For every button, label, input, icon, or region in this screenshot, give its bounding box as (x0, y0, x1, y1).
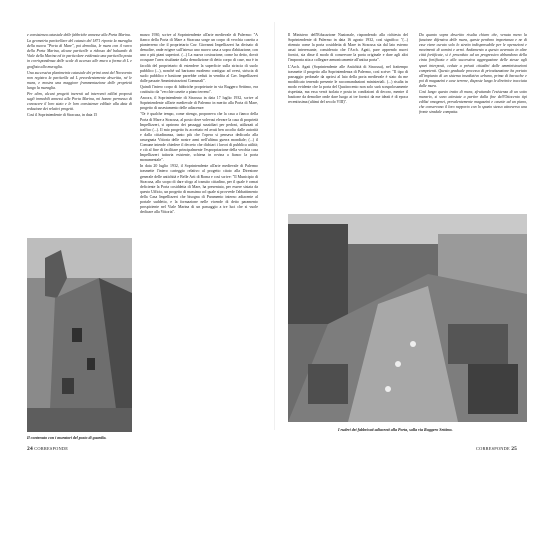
right-page-column-1 (288, 33, 408, 106)
paragraph: Per altro, alcuni progetti inerenti ad interventi edilizi proposti sugli immobili annessi alla Porta Marina, mi hanno permesso di conoscere il loro stato e le loro consistenze edilizie alla data di redazione dei relativi progetti. (27, 92, 132, 112)
right-page-footer (476, 446, 517, 452)
right-page-column-2 (419, 33, 527, 117)
paragraph: Così lungo questo tratto di mura, sfruttando l'esistenza di un sotto murario, si sono attestate a partire dalla fine dell'Ottocento tipi edilizi omogenei, prevalentemente magazzini e casette ad un piano, che conservano il loro rapporto con lo spazio stesso attraverso una fronte stradale compatta. (419, 90, 527, 115)
left-page-number: 24 (27, 446, 33, 452)
paragraph: "Or è qualche tempo, come ritengo, proponeva che la casa a fianco della Porta di Mare a Siracusa, al posto dove volevasi elevare la casa di proprietà Impellizzeri, si aprirono dei passaggi sussidiari per pedoni, utilizzati al traffico (...). Il mio progetto fu accettato ed avuti ben accolto dalle autorità e dalla cittadinanza, tanto più che l'opera si pensava dedicarla alla rassegnata Vittoria delle nostre armi nell'ultima guerra mondiale; (...) il Comune intende chiedere il decreto che dichiari i lavori di pubblica utilità; e ciò al fine di facilitare principalmente l'espropriazione della vecchia casa Impellizzeri tuttavia esistente, schiena in rovina a fianco la porta monumentale". (140, 112, 258, 163)
right-page-number: 25 (511, 446, 518, 452)
paragraph: Ancora, il Soprintendente di Siracusa in data 17 luglio 1932, scrive al Soprintendente all'arte medievale di Palermo in merito alla Porta di Mare, progetto di assestamento delle adiacenze: (140, 96, 258, 111)
left-photo-caption: Il contenuto con i muratori del posto di guardia. (27, 435, 107, 440)
left-page-column-1 (27, 33, 132, 120)
paragraph: e consistenza catastale delle fabbriche annesse alla Porta Marina. (27, 33, 131, 37)
paragraph: marzo 1930, scrive al Soprintendente all'arte medievale di Palermo: "A fianco della Porta di Mare a Siracusa sorge un corpo di vecchia casetta a pianterreno che il proprietario Cav. Giovanni Impellizzeri ha divisato di demolire, onde erigere sull'istesso uno nuovo casa a sopra d'abitazione, con uno o più piani superiori. (...) La nuova costruzione, come ha detto, dovrà occupare l'area risultante dalla demolizione di detto corpo di case, ma è in facoltà del proprietario di estendere la superficie sulla striscia di suolo pubblico (...), nonché sul baricano moderno contiguo ad ovest, striscia di suolo pubblico e bastione parrebbe ceduti in vendita al Cav. Impellizzeri dalle passate Amministrazioni Comunali". (140, 33, 258, 83)
paragraph: La geometria particellare del catasto del 1871 riporta la muraglia della nuova "Porta di Mare", poi demolita, le mura con il varco della Porta Marina, alcune particelle a ridosso del baluardo di Viale della Marina ed in particolare evidenzia una particella posta in corrispondenza delle scale di accesso alle mura a forma di L e graffata alla muraglia. (27, 39, 132, 69)
page-gutter (274, 22, 275, 430)
paragraph: Una successiva planimetria catastale dei primi anni del Novecento non registra la particella ad L precedentemente descritta, né le mura, e mostra una maggiore frammentazione delle proprietà lungo la muraglia. (27, 70, 132, 90)
right-photo-caption: I ruderi dei fabbricati adiacenti alla Porta, sulla via Ruggero Settimo. (338, 427, 453, 432)
right-page-footer-label: CORRESPONDE (476, 446, 510, 451)
paragraph: In data 20 luglio 1932, il Soprintendente all'arte medievale di Palermo trasmette l'intero carteggio relativo al progetto citato alla Direzione generale delle antichità e Belle Arti di Roma e così scrive: "Il Municipio di Siracusa, allo scopo di dare sfogo al transito cittadino, per il quale è ormai deficiente la Porta cosiddetta di Mare, ha presentato, per essere sistata da questo Ufficio, un progetto di massima col quale si provvede l'abbattimento della Casa Impellizzeri che bisogna di Paramento interno adiacente al portale suddetto, e la formazione nelle vicende di detto paramento prospiciente nel Viale Marina di un passaggio a tre luci che si vuole dedicare alla Vittoria". (140, 164, 258, 215)
left-page-column-2 (140, 33, 258, 216)
left-page-footer (27, 446, 68, 452)
tower-photo (27, 238, 132, 432)
paragraph: Da quanto sopra descritto risulta chiaro che, venuta meno la funzione difensiva delle mura, queste perdono importanza e ne di esse viene curato solo lo stretto indispensabile per le operazioni e movimenti di uomini e armi. Andamento a questo avvenuto in altre città fortificate, si è proceduto ad un progressivo abbandono della cinta fortificata e alla successiva aggregazione delle stesse agli spazi interposti, cedute a privati cittadini dalle amministrazioni competenti. Questo graduale processo di privatizzazione ha portato all'impianto di un sistema insediativo urbano, prima di baracche e poi di magazzini e case terrene, disposte lungo le direttrice tracciata dalle mura. (419, 33, 527, 88)
left-page-footer-label: CORRESPONDE (34, 446, 69, 451)
paragraph: Il Ministero dell'Educazione Nazionale, rispondendo alla richiesta del Soprintendente di Palermo in data 16 agosto 1932, così significa: "(...) ritenuto come la porta cosiddetta di Mare in Siracusa sia dal lato esterno assai interessante, considerato che l'Arch. Agati, pare apprendo nuovi fornici, sia disse il modo di conservare la porta originale e dare agli altri l'impronta atta a collegare armonicamente all'antica porta". (288, 33, 408, 63)
paragraph: Quindi l'intero corpo di fabbriche proprietarie in via Ruggero Settimo, era costituito da "vecchie casette a piano terreno". (140, 84, 258, 95)
street-photo (288, 214, 527, 422)
paragraph: L'Arch. Agati (Soprintendente alle Antichità di Siracusa), nel frattempo trasmette il progetto alla Soprintendenza di Palermo, così scrive: "Il tipo di passaggio pedonale da aprirsi al lato della porta medievale è stato da me modificato tenendo presente le raccomandazioni ministeriali. (...) risulta in modo evidente che la porta del Quattrocento non solo sarà scrupolosamente rispettata, ma essa verrà isolata e posta in condizioni di decoro, mentre il bastione da demolire onde dare luogo ai tre fornici da me ideati è di epoca recentissima (ultimi del secolo VIII)". (288, 64, 408, 105)
paragraph: Così il Soprintendente di Siracusa, in data 15 (27, 113, 98, 118)
